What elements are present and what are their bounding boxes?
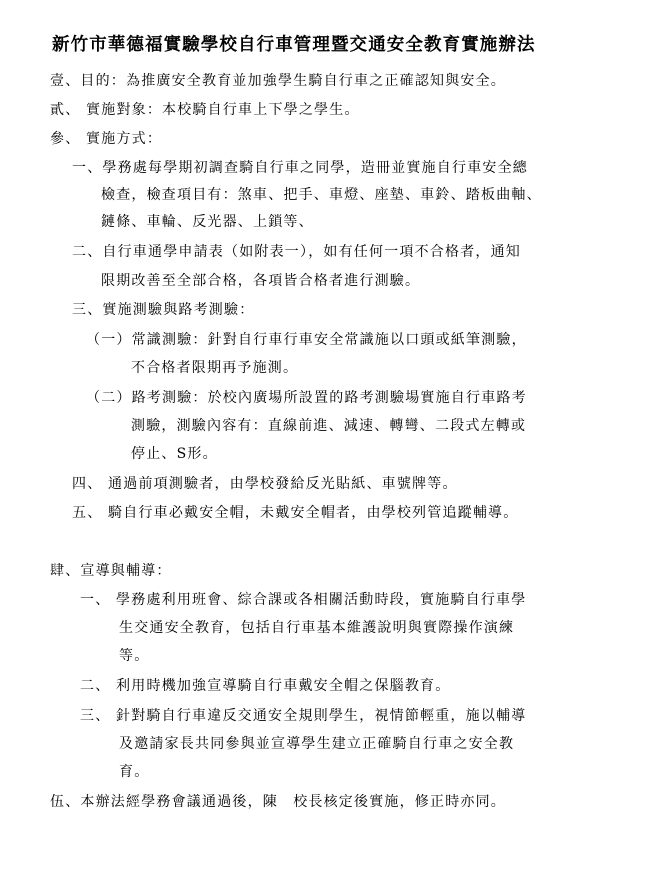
section-target: 貳、 實施對象：本校騎自行車上下學之學生。 bbox=[50, 102, 360, 118]
method-item-1-line-2: 檢查，檢查項目有：煞車、把手、車燈、座墊、車鈴、踏板曲軸、 bbox=[101, 187, 542, 203]
promotion-item-1-line-1: 一、 學務處利用班會、綜合課或各相關活動時段，實施騎自行車學 bbox=[80, 592, 527, 608]
promotion-item-3-line-2: 及邀請家長共同參與並宣導學生建立正確騎自行車之安全教 bbox=[119, 736, 515, 752]
section-promotion-heading: 肆、宣導與輔導： bbox=[50, 563, 172, 579]
method-item-1-line-3: 鏈條、車輪、反光器、上鎖等、 bbox=[101, 214, 314, 230]
section-purpose: 壹、目的：為推廣安全教育並加強學生騎自行車之正確認知與安全。 bbox=[50, 73, 506, 89]
method-item-2-line-2: 限期改善至全部合格，各項皆合格者進行測驗。 bbox=[101, 273, 421, 289]
method-item-5: 五、 騎自行車必戴安全帽，未戴安全帽者，由學校列管追蹤輔導。 bbox=[72, 505, 519, 521]
road-test-line-1: （二）路考測驗：於校內廣場所設置的路考測驗場實施自行車路考 bbox=[86, 390, 527, 406]
section-method-heading: 參、 實施方式： bbox=[50, 131, 163, 147]
road-test-line-3: 停止、S形。 bbox=[131, 446, 218, 462]
method-item-1-line-1: 一、學務處每學期初調查騎自行車之同學，造冊並實施自行車安全總 bbox=[72, 160, 528, 176]
promotion-item-3-line-1: 三、 針對騎自行車違反交通安全規則學生，視情節輕重，施以輔導 bbox=[80, 708, 527, 724]
promotion-item-2: 二、 利用時機加強宣導騎自行車戴安全帽之保腦教育。 bbox=[80, 678, 451, 694]
promotion-item-1-line-3: 等。 bbox=[119, 648, 150, 664]
knowledge-test-line-1: （一）常識測驗：針對自行車行車安全常識施以口頭或紙筆測驗， bbox=[86, 332, 527, 348]
section-approval: 伍、本辦法經學務會議通過後，陳 校長核定後實施，修正時亦同。 bbox=[50, 794, 506, 810]
method-item-2-line-1: 二、自行車通學申請表（如附表一），如有任何一項不合格者，通知 bbox=[72, 244, 521, 260]
document-title: 新竹市華德福實驗學校自行車管理暨交通安全教育實施辦法 bbox=[52, 35, 536, 55]
promotion-item-1-line-2: 生交通安全教育，包括自行車基本維護說明與實際操作演練 bbox=[119, 620, 515, 636]
method-item-3-heading: 三、實施測驗與路考測驗： bbox=[72, 302, 255, 318]
knowledge-test-line-2: 不合格者限期再予施測。 bbox=[131, 360, 299, 376]
method-item-4: 四、 通過前項測驗者，由學校發給反光貼紙、車號牌等。 bbox=[72, 476, 458, 492]
promotion-item-3-line-3: 育。 bbox=[119, 764, 150, 780]
road-test-line-2: 測驗，測驗內容有：直線前進、減速、轉彎、二段式左轉或 bbox=[131, 418, 527, 434]
